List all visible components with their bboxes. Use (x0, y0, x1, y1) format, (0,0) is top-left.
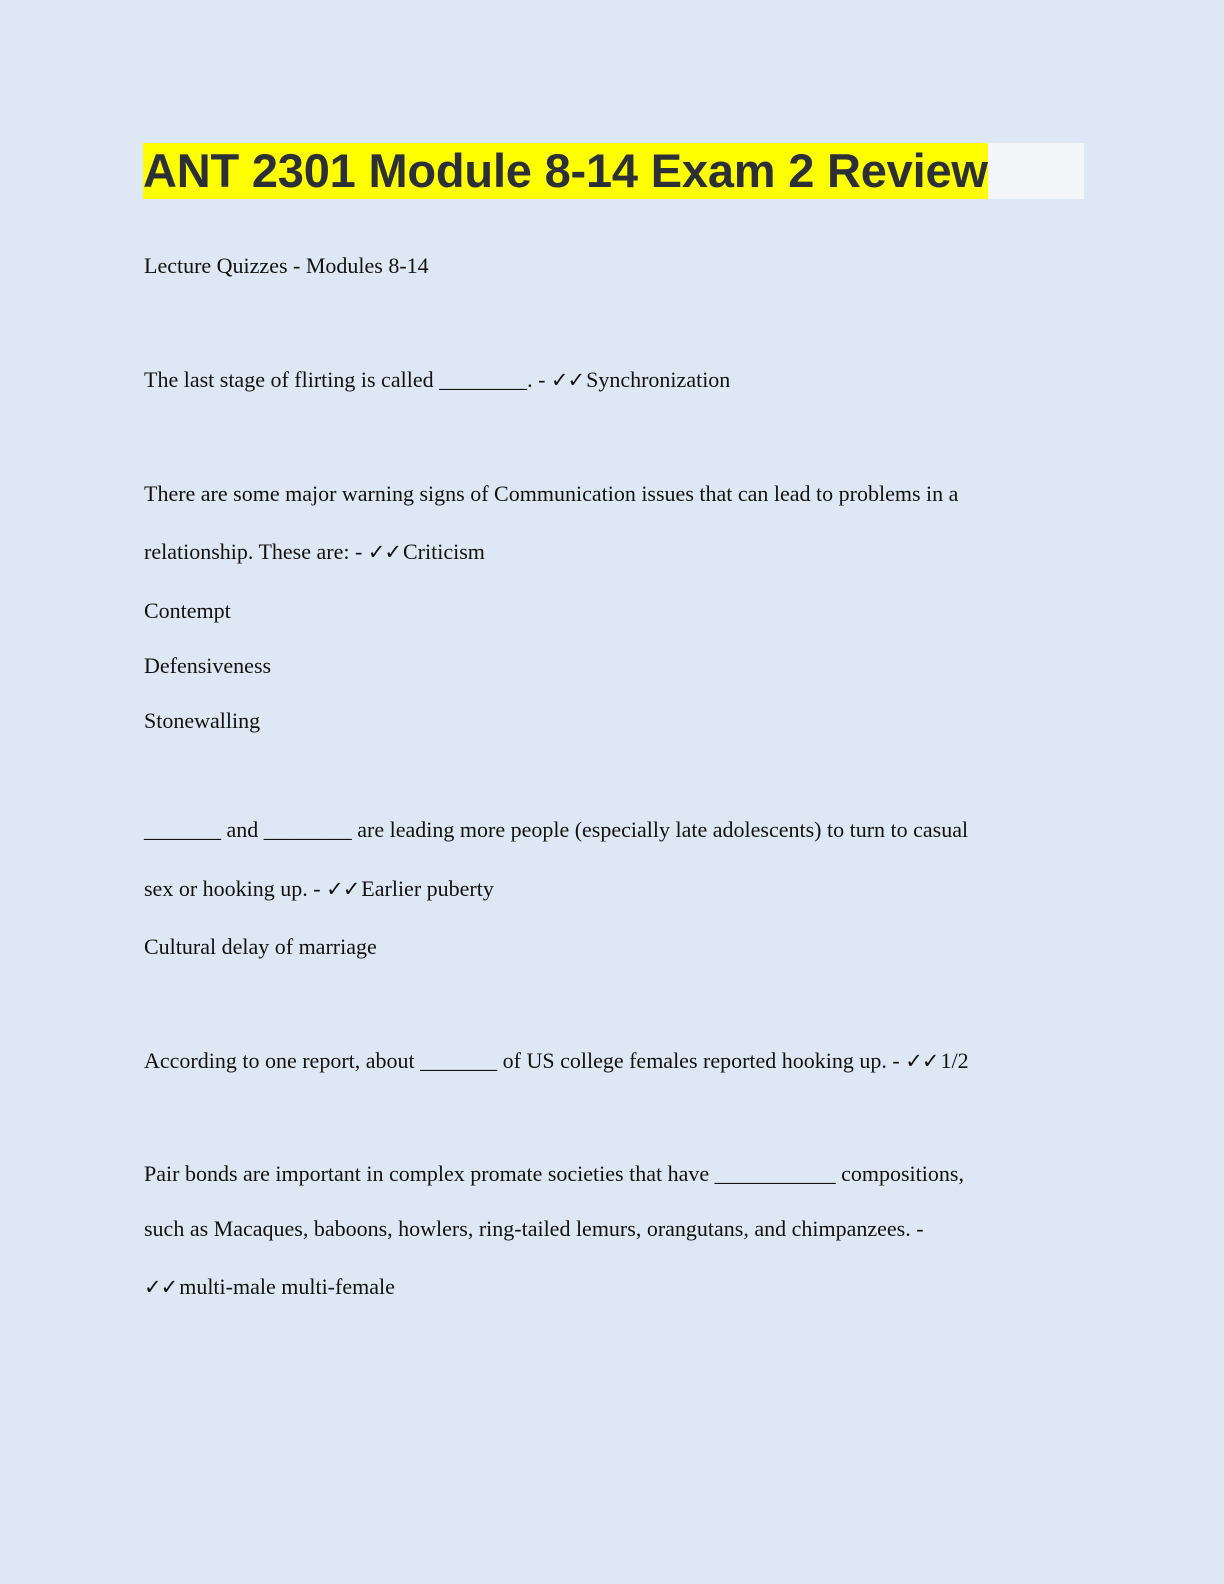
question-5-continued: such as Macaques, baboons, howlers, ring-tailed lemurs, orangutans, and chimpanzees. - (144, 1216, 924, 1241)
question-3: _______ and ________ are leading more people (especially late adolescents) to turn to casual (144, 817, 969, 842)
question-text: relationship. These are: - (144, 539, 368, 564)
question-text: According to one report, about _______ of US college females reported hooking up. - (144, 1048, 906, 1073)
answer-line: Cultural delay of marriage (144, 934, 377, 959)
question-2: There are some major warning signs of Communication issues that can lead to problems in a (144, 481, 959, 506)
document-title: ANT 2301 Module 8-14 Exam 2 Review (143, 144, 988, 197)
double-check-icon: ✓✓ (367, 540, 401, 564)
double-check-icon: ✓✓ (326, 877, 360, 901)
answer-line: Stonewalling (144, 708, 261, 733)
double-check-icon: ✓✓ (905, 1049, 939, 1073)
answer-text: Synchronization (586, 367, 731, 392)
answer-text: 1/2 (940, 1048, 969, 1073)
title-block (143, 143, 1084, 199)
question-4 (144, 1047, 969, 1075)
question-1 (144, 366, 730, 394)
subtitle: Lecture Quizzes - Modules 8-14 (144, 253, 429, 278)
question-2-continued (144, 538, 485, 566)
question-text: sex or hooking up. - (144, 876, 327, 901)
answer-line: Contempt (144, 598, 231, 623)
answer-text: Earlier puberty (361, 876, 494, 901)
answer-text: Criticism (403, 539, 485, 564)
answer-text: multi-male multi-female (179, 1274, 395, 1299)
double-check-icon: ✓✓ (144, 1275, 178, 1299)
double-check-icon: ✓✓ (550, 368, 585, 392)
answer-line: Defensiveness (144, 653, 272, 678)
question-5: Pair bonds are important in complex promate societies that have ___________ compositions, (144, 1161, 964, 1186)
question-text: The last stage of flirting is called ________. - (144, 367, 551, 392)
answer-line (144, 1273, 395, 1301)
question-3-continued (144, 875, 494, 903)
